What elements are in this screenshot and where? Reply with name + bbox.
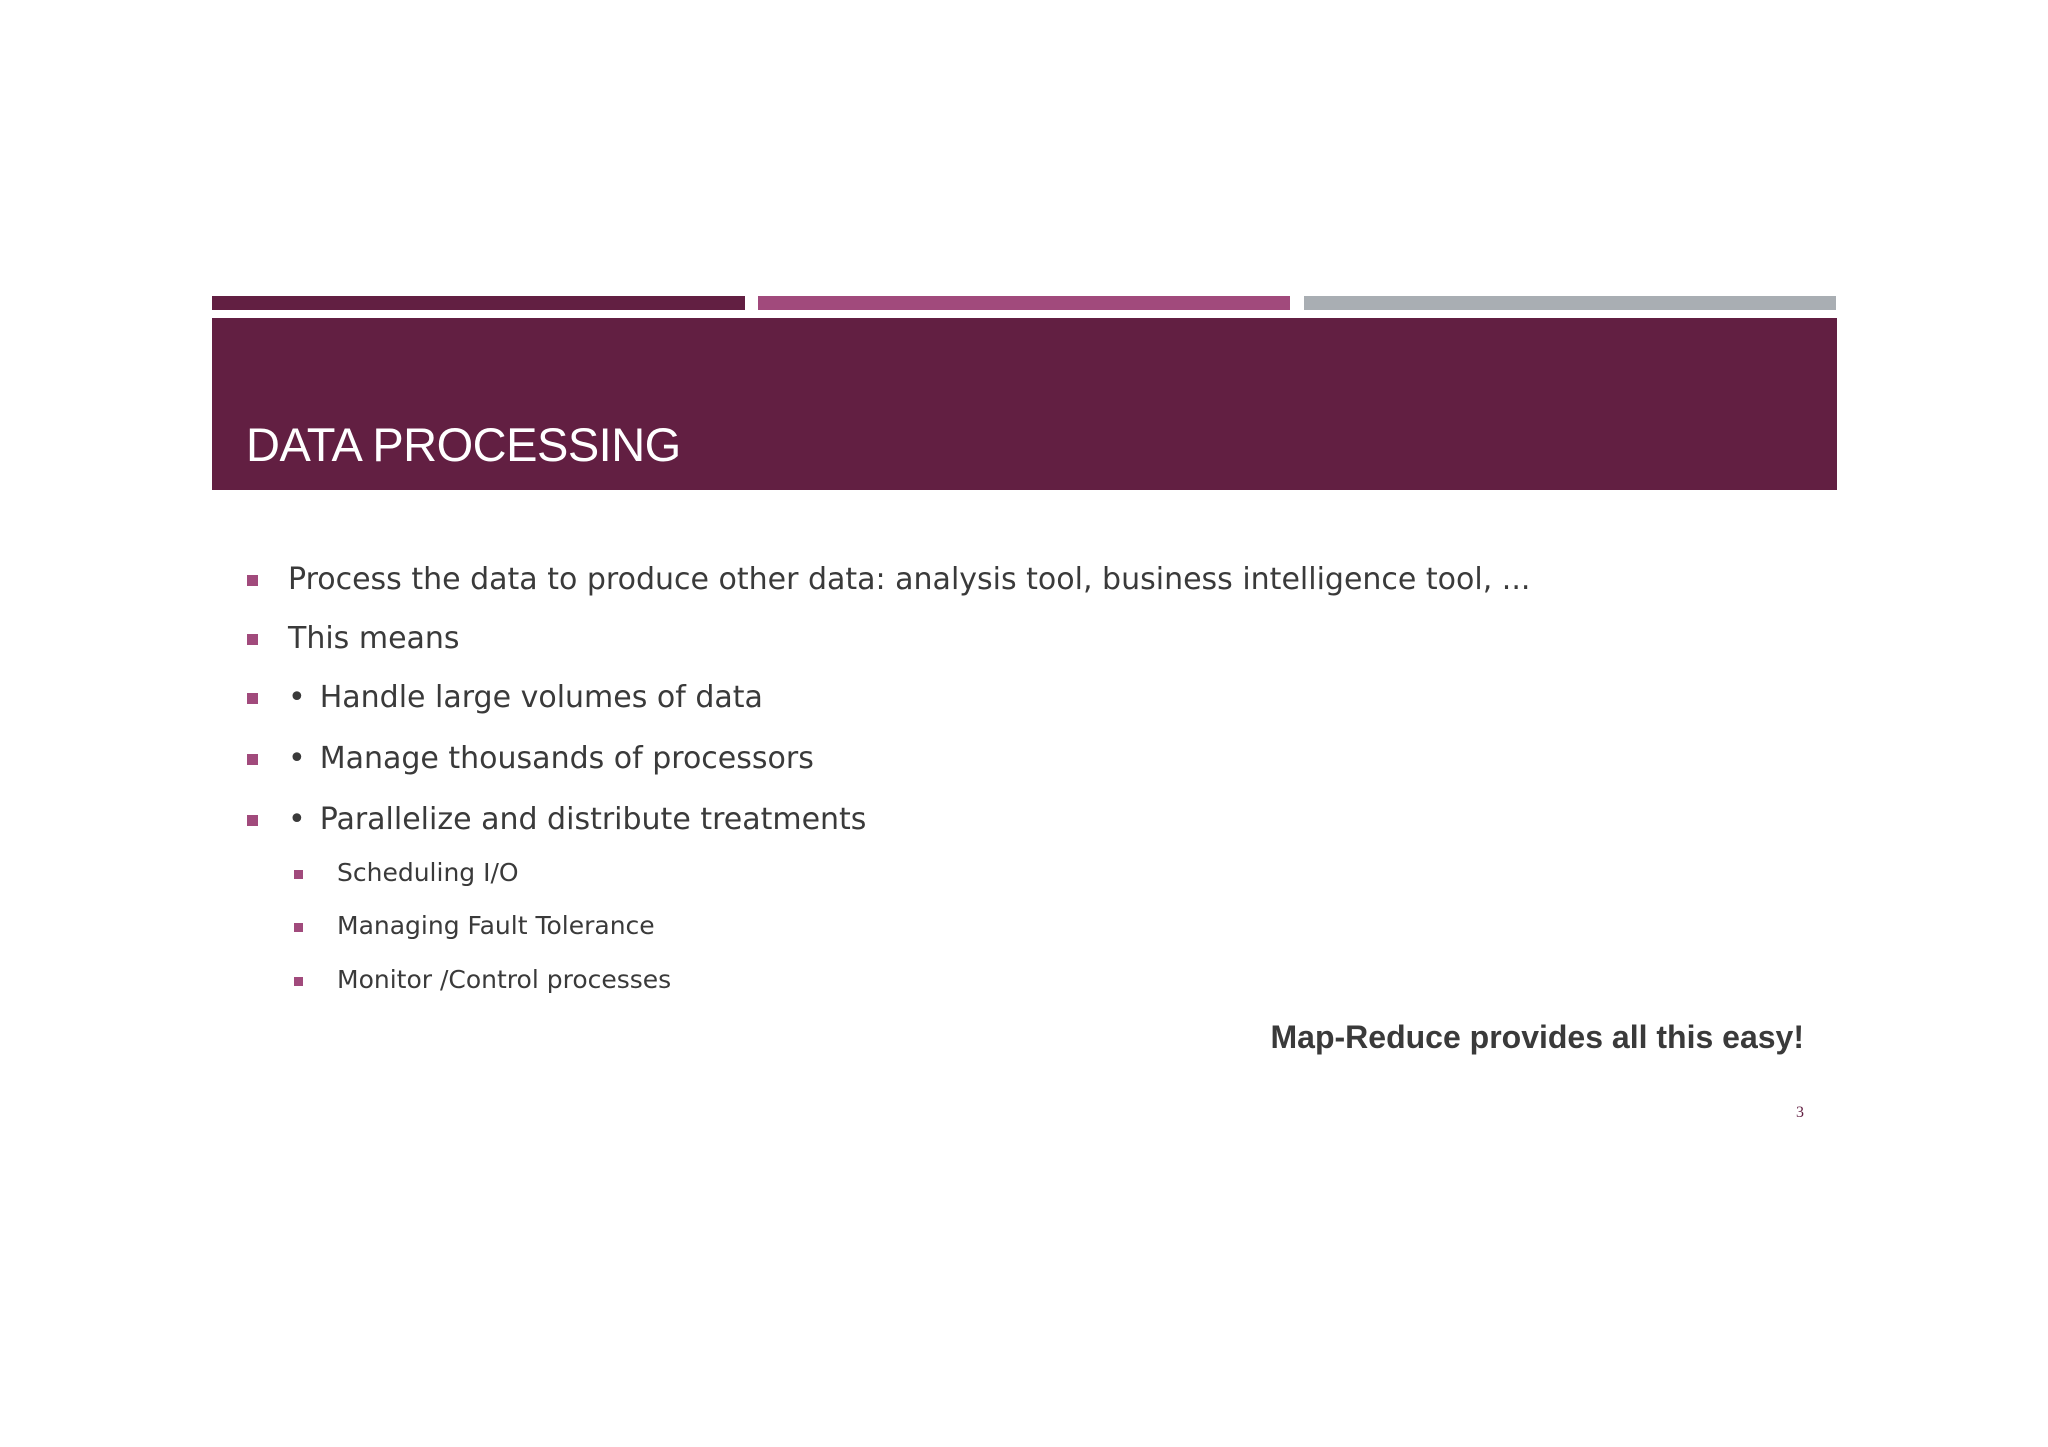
bullet-text: Parallelize and distribute treatments: [319, 802, 867, 837]
sub-bullet-item: [294, 911, 655, 940]
bullet-text: This means: [288, 621, 460, 656]
square-bullet-icon: [247, 575, 258, 586]
sub-bullet-item: [294, 965, 671, 994]
bullet-item: [247, 802, 866, 837]
square-bullet-icon: [247, 754, 258, 765]
dot-bullet-glyph: •: [288, 741, 306, 776]
bullet-text: Scheduling I/O: [337, 858, 519, 887]
bullet-text: Managing Fault Tolerance: [337, 911, 655, 940]
bullet-text: Monitor /Control processes: [337, 965, 672, 994]
bullet-text: Handle large volumes of data: [319, 680, 763, 715]
bullet-text: Process the data to produce other data: analysis tool, business intelligence tool, ...: [288, 562, 1531, 597]
sub-bullet-item: [294, 858, 519, 887]
accent-bar-neutral: [1304, 296, 1836, 310]
square-bullet-icon: [294, 923, 303, 932]
dot-bullet-glyph: •: [288, 802, 306, 837]
square-bullet-icon: [294, 977, 303, 986]
bullet-item: [247, 741, 814, 776]
callout-text: Map-Reduce provides all this easy!: [1270, 1019, 1804, 1055]
page-number: 3: [1796, 1104, 1804, 1121]
accent-bar-primary: [212, 296, 745, 310]
bullet-item: [247, 680, 763, 715]
bullet-text: Manage thousands of processors: [319, 741, 814, 776]
title-band: [212, 318, 1837, 490]
square-bullet-icon: [247, 693, 258, 704]
bullet-item: [247, 621, 460, 656]
accent-bar-secondary: [758, 296, 1290, 310]
square-bullet-icon: [247, 815, 258, 826]
slide-title: DATA PROCESSING: [246, 418, 681, 471]
square-bullet-icon: [247, 634, 258, 645]
bullet-item: [247, 562, 1530, 597]
square-bullet-icon: [294, 870, 303, 879]
dot-bullet-glyph: •: [288, 680, 306, 715]
